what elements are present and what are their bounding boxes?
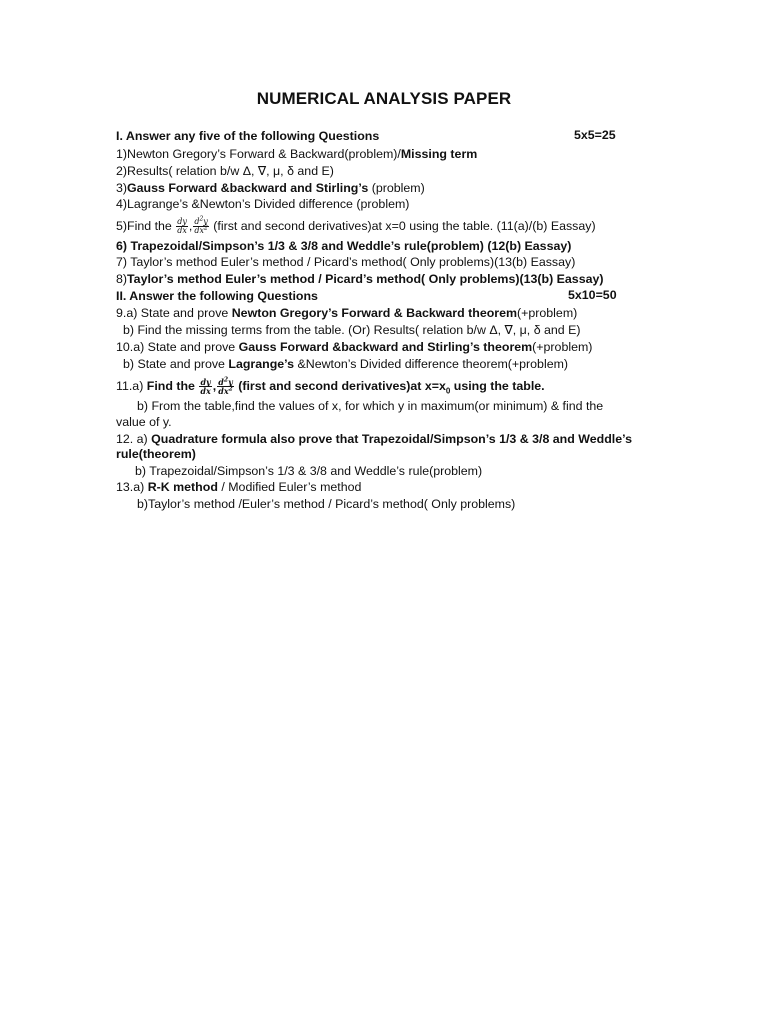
question-5-text-start: 5)Find the: [116, 219, 176, 233]
fraction-dy-dx: $\frac{dy}{dx}$: [177, 217, 187, 236]
section-1-heading: I. Answer any five of the following Questions: [116, 129, 380, 143]
question-3-bold: Gauss Forward &backward and Stirling’s: [127, 181, 369, 195]
question-9b: b) Find the missing terms from the table. (Or) Results( relation b/w Δ, ∇, μ, δ and E): [123, 323, 581, 337]
question-1-text: 1)Newton Gregory’s Forward & Backward(problem)/: [116, 147, 401, 161]
fraction-d2y-dx2: $\frac{d^2y}{dx^2}$: [194, 215, 208, 236]
fraction-d2y-dx2-bold: $\frac{d^2y}{dx^2}$: [218, 376, 233, 397]
question-8-number: 8): [116, 272, 128, 286]
question-12b: b) Trapezoidal/Simpson’s 1/3 & 3/8 and Weddle’s rule(problem): [135, 464, 483, 478]
question-3-text: (problem): [368, 181, 425, 195]
question-11a: 11.a) Find the $\frac{dy}{dx}$ , $\frac{d^2y}{dx^2}$ (first and second derivatives)at $x=x_0$ using the table.: [116, 376, 545, 397]
question-11b-line-1: b) From the table,find the values of x, for which y in maximum(or minimum) & find the: [137, 399, 604, 413]
page-title: NUMERICAL ANALYSIS PAPER: [256, 89, 512, 108]
question-12a-line-2: rule(theorem): [116, 447, 196, 461]
question-1: [116, 146, 676, 162]
question-3-number: 3): [116, 181, 128, 195]
question-1-bold: Missing term: [400, 147, 478, 161]
question-7: 7) Taylor’s method Euler’s method / Picard’s method( Only problems)(13(b) Eassay): [116, 255, 576, 269]
question-10b: b) State and prove Lagrange’s &Newton’s Divided difference theorem(+problem): [123, 357, 569, 371]
question-6: 6) Trapezoidal/Simpson’s 1/3 & 3/8 and Weddle’s rule(problem) (12(b) Eassay): [116, 239, 572, 253]
question-12a-line-1: 12. a) Quadrature formula also prove that Trapezoidal/Simpson’s 1/3 & 3/8 and Weddle’s: [116, 432, 632, 446]
question-13a: 13.a) R-K method / Modified Euler’s method: [116, 480, 362, 494]
question-13b: b)Taylor’s method /Euler’s method / Picard’s method( Only problems): [137, 497, 516, 511]
question-8: [116, 271, 676, 287]
question-2: 2)Results( relation b/w Δ, ∇, μ, δ and E): [116, 164, 334, 178]
section-2-marks: 5x10=50: [568, 288, 617, 302]
question-9a: 9.a) State and prove Newton Gregory’s Forward & Backward theorem(+problem): [116, 306, 578, 320]
question-8-bold: Taylor’s method Euler’s method / Picard’s method( Only problems)(13(b) Eassay): [127, 272, 604, 286]
question-5: 5)Find the $\frac{dy}{dx}$ , $\frac{d^2y}{dx^2}$ (first and second derivatives)at x=0 using the table. (11(a)/(b) Eassay): [116, 215, 596, 236]
question-11b-line-2: value of y.: [116, 415, 172, 429]
question-10a: 10.a) State and prove Gauss Forward &backward and Stirling’s theorem(+problem): [116, 340, 593, 354]
question-5-text-end: (first and second derivatives)at x=0 using the table. (11(a)/(b) Eassay): [209, 219, 596, 233]
fraction-dy-dx-bold: $\frac{dy}{dx}$: [200, 377, 211, 397]
question-3: [116, 180, 676, 196]
question-4: 4)Lagrange’s &Newton’s Divided difference (problem): [116, 197, 410, 211]
section-2-heading: II. Answer the following Questions: [116, 289, 318, 303]
section-1-marks: 5x5=25: [574, 128, 616, 142]
